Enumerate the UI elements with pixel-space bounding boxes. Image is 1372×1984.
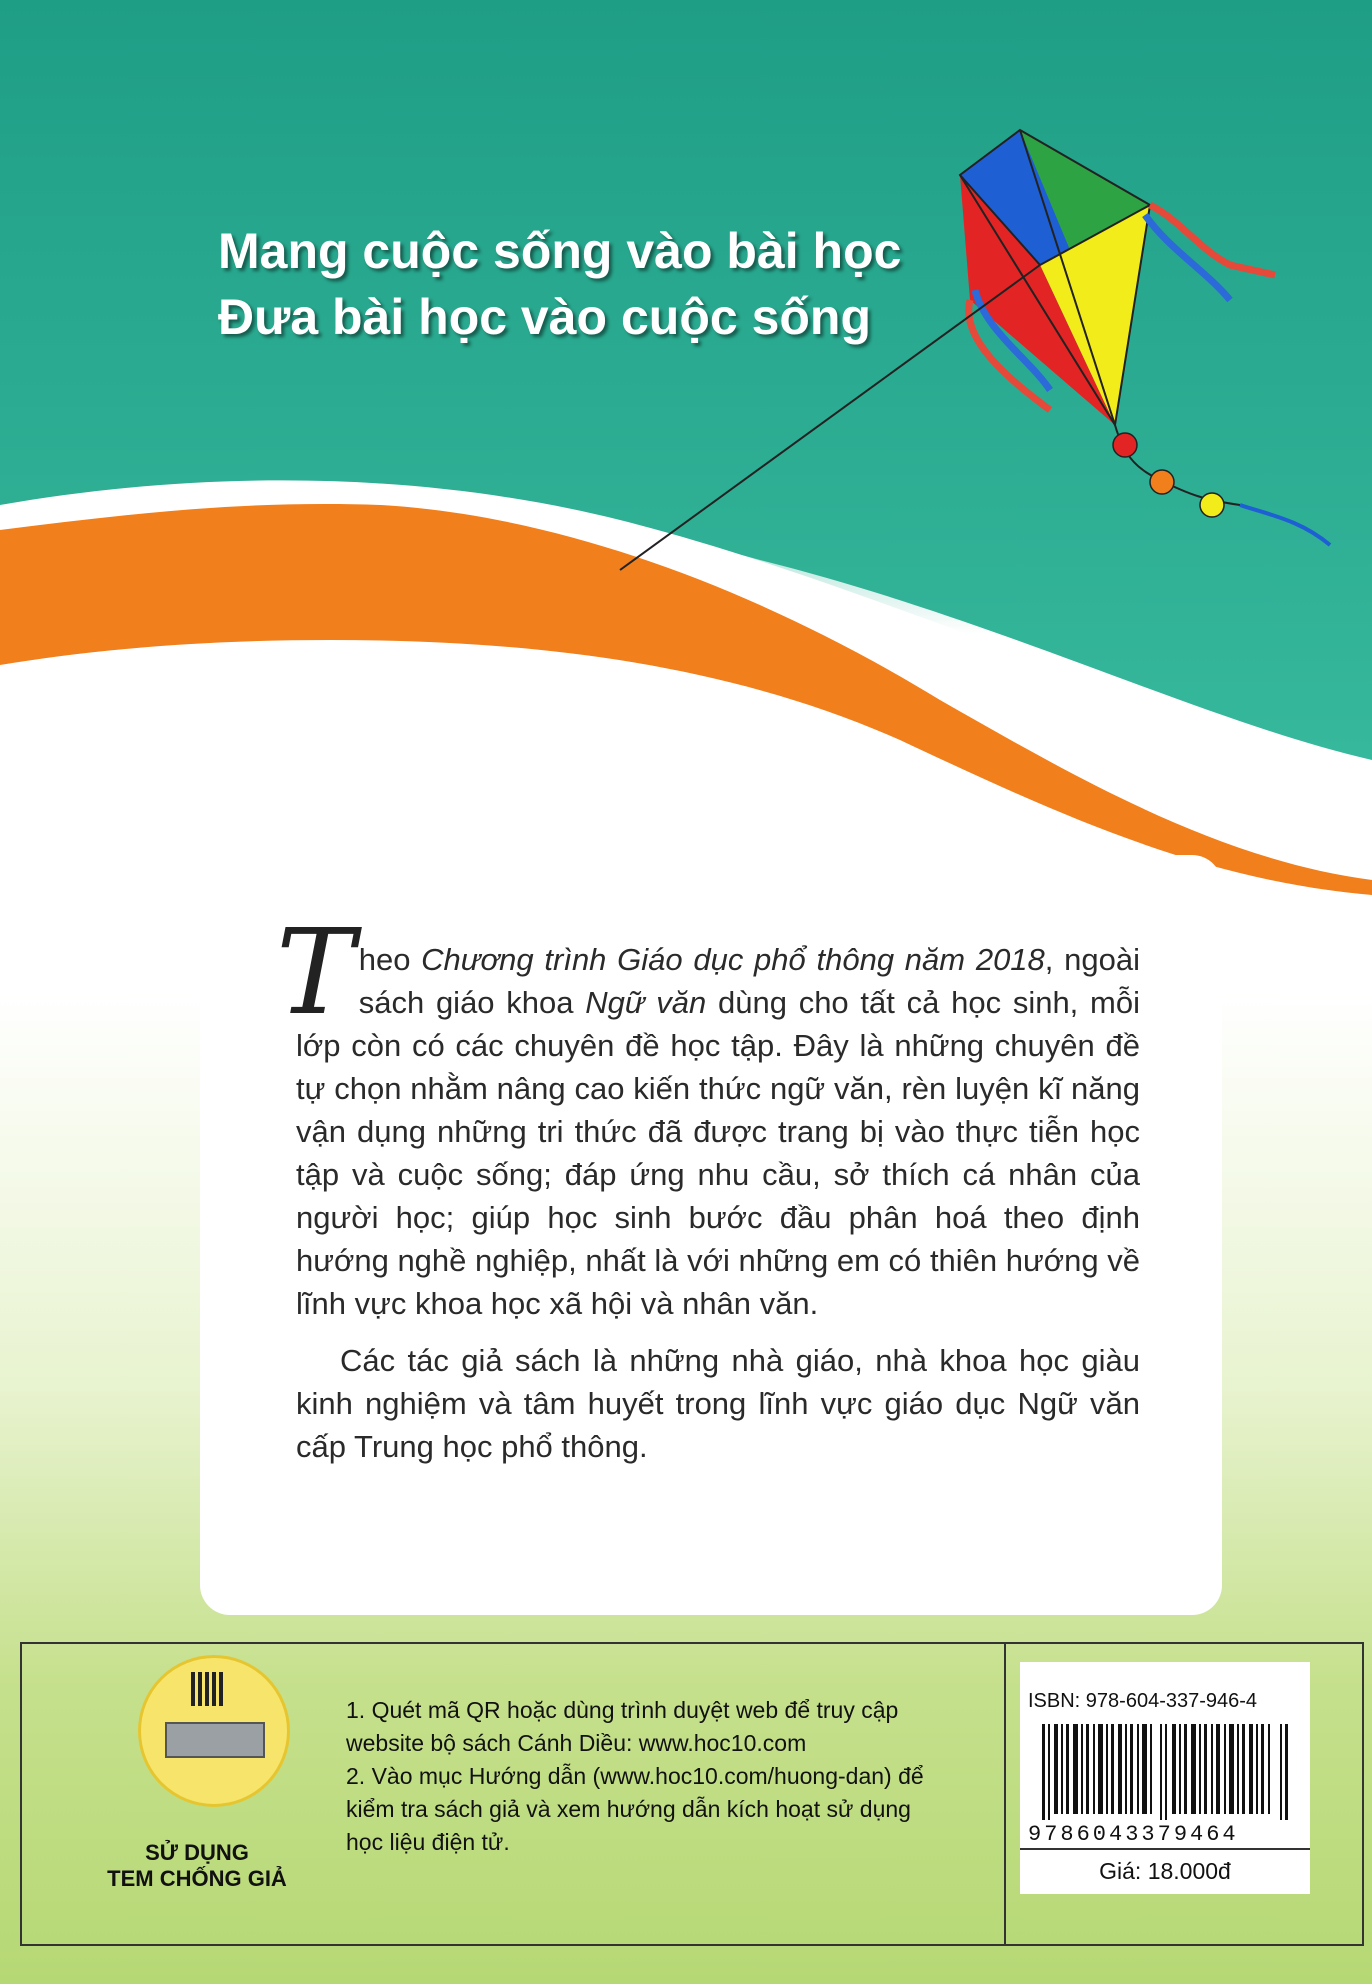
barcode-digits: 9786043379464 (1028, 1822, 1239, 1847)
stamp-caption-line-2: TEM CHỐNG GIẢ (107, 1866, 287, 1891)
instructions (346, 1694, 976, 1859)
slogan-line-2: Đưa bài học vào cuộc sống (218, 289, 872, 345)
intro-p1-italic-2: Ngữ văn (585, 985, 707, 1020)
intro-paragraph-1 (276, 903, 1140, 1325)
slogan-line-1: Mang cuộc sống vào bài học (218, 223, 902, 279)
instruction-line-2: website bộ sách Cánh Diều: www.hoc10.com (346, 1730, 807, 1756)
drop-cap: T (276, 903, 355, 1041)
anti-counterfeit-stamp-icon (138, 1655, 290, 1807)
info-divider (1004, 1642, 1006, 1944)
qr-code-icon (191, 1672, 225, 1706)
intro-p1-italic-1: Chương trình Giáo dục phổ thông năm 2018 (421, 942, 1045, 977)
intro-p1-mid: , ngoài sách giáo khoa (358, 942, 1140, 1020)
stamp-caption (92, 1840, 302, 1892)
intro-paragraph-2: Các tác giả sách là những nhà giáo, nhà khoa học giàu kinh nghiệm và tâm huyết trong lĩnh vực giáo dục Ngữ văn cấp Trung học phổ thông. (296, 1343, 1140, 1464)
intro-text (276, 903, 1140, 1468)
instruction-line-5: học liệu điện tử. (346, 1829, 510, 1855)
instruction-line-4: kiểm tra sách giả và xem hướng dẫn kích hoạt sử dụng (346, 1796, 911, 1822)
isbn-label: ISBN: 978-604-337-946-4 (1028, 1690, 1258, 1712)
intro-p1-start: heo (358, 942, 422, 977)
stamp-scratch-area (165, 1722, 265, 1758)
instruction-line-3: 2. Vào mục Hướng dẫn (www.hoc10.com/huong-dan) để (346, 1763, 924, 1789)
intro-p1-end: dùng cho tất cả học sinh, mỗi lớp còn có các chuyên đề học tập. Đây là những chuyên đề tự chọn nhằm nâng cao kiến thức ngữ văn, rèn luyện kĩ năng vận dụng những tri thức đã được trang bị vào thực tiễn học tập và cuộc sống; đáp ứng nhu cầu, sở thích cá nhân của người học; giúp học sinh bước đầu phân hoá theo định hướng nghề nghiệp, nhất là với những em có thiên hướng về lĩnh vực khoa học xã hội và nhân văn. (296, 985, 1140, 1321)
instruction-line-1: 1. Quét mã QR hoặc dùng trình duyệt web để truy cập (346, 1697, 899, 1723)
price-label: Giá: 18.000đ (1099, 1858, 1231, 1884)
slogan (218, 218, 901, 350)
barcode-icon (1042, 1724, 1292, 1820)
stamp-caption-line-1: SỬ DỤNG (145, 1840, 249, 1865)
